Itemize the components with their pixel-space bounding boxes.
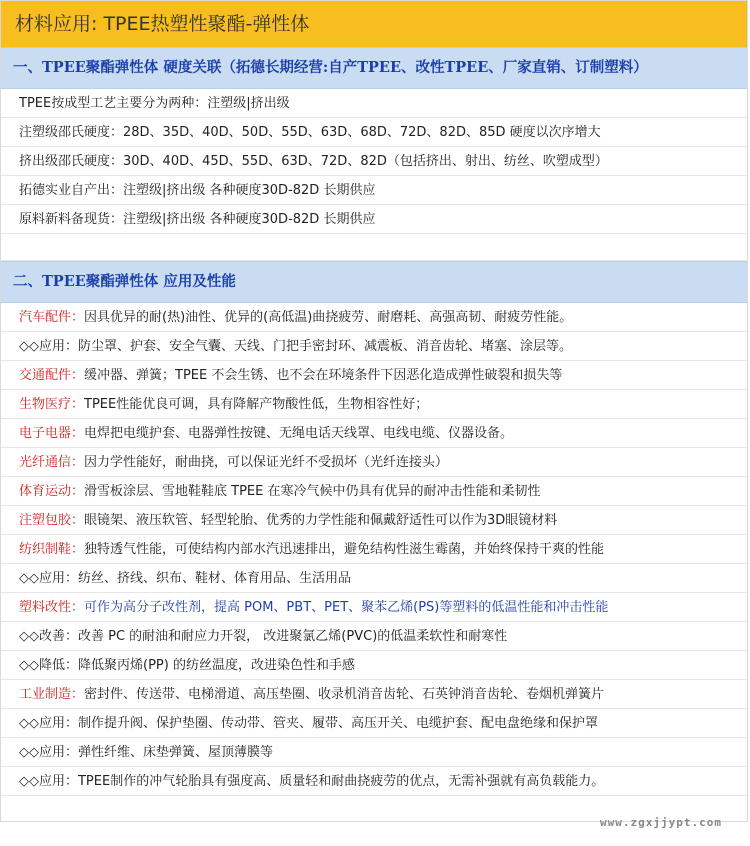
application-row [1, 622, 747, 651]
section-1-heading: 一、TPEE聚酯弹性体 硬度关联（拓德长期经营:自产TPEE、改性TPEE、厂家直销、订制塑料） [1, 47, 747, 89]
application-row [1, 332, 747, 361]
application-label: 体育运动： [19, 484, 85, 499]
section-1-rows [1, 89, 747, 234]
section-1-row: 拓德实业自产出：注塑级|挤出级 各种硬度30D-82D 长期供应 [1, 176, 747, 205]
application-label: 光纤通信： [19, 455, 85, 470]
application-row [1, 709, 747, 738]
section-1-row: 挤出级邵氏硬度：30D、40D、45D、55D、63D、72D、82D（包括挤出、射出、纺丝、吹塑成型） [1, 147, 747, 176]
application-label: 塑料改性： [19, 600, 85, 615]
page-title: 材料应用: TPEE热塑性聚酯-弹性体 [1, 1, 747, 47]
application-row [1, 535, 747, 564]
application-row [1, 448, 747, 477]
application-row [1, 477, 747, 506]
application-text: 可作为高分子改性剂，提高 POM、PBT、PET、聚苯乙烯(PS)等塑料的低温性能和冲击性能 [84, 600, 609, 615]
section-1-row: 原料新料备现货：注塑级|挤出级 各种硬度30D-82D 长期供应 [1, 205, 747, 234]
application-label: 纺织制鞋： [19, 542, 85, 557]
application-row [1, 767, 747, 796]
application-text: 缓冲器、弹簧；TPEE 不会生锈、也不会在环境条件下因恶化造成弹性破裂和损失等 [84, 368, 563, 383]
site-watermark: www.zgxjjypt.com [600, 816, 722, 829]
application-label: 电子电器： [19, 426, 85, 441]
application-text: 电焊把电缆护套、电器弹性按键、无绳电话天线罩、电线电缆、仪器设备。 [84, 426, 514, 441]
application-label: 生物医疗： [19, 397, 85, 412]
application-text: 因具优异的耐(热)油性、优异的(高低温)曲挠疲劳、耐磨耗、高强高韧、耐疲劳性能。 [84, 310, 573, 325]
section-1-row: 注塑级邵氏硬度：28D、35D、40D、50D、55D、63D、68D、72D、82D、85D 硬度以次序增大 [1, 118, 747, 147]
application-row [1, 303, 747, 332]
application-row [1, 738, 747, 767]
application-text: ◇◇应用：弹性纤维、床垫弹簧、屋顶薄膜等 [19, 745, 273, 760]
application-row [1, 390, 747, 419]
application-row [1, 506, 747, 535]
spacer [1, 234, 747, 261]
application-text: ◇◇应用：制作提升阀、保护垫圈、传动带、管夹、履带、高压开关、电缆护套、配电盘绝缘和保护罩 [19, 716, 598, 731]
application-row [1, 361, 747, 390]
application-text: ◇◇应用：纺丝、挤线、织布、鞋材、体育用品、生活用品 [19, 571, 351, 586]
application-row [1, 680, 747, 709]
application-label: 汽车配件： [19, 310, 85, 325]
section-2-heading: 二、TPEE聚酯弹性体 应用及性能 [1, 261, 747, 303]
application-text: 眼镜架、液压软管、轻型轮胎、优秀的力学性能和佩戴舒适性可以作为3D眼镜材料 [84, 513, 558, 528]
application-label: 交通配件： [19, 368, 85, 383]
application-row [1, 593, 747, 622]
application-row [1, 564, 747, 593]
application-label: 注塑包胶： [19, 513, 85, 528]
application-text: ◇◇降低：降低聚丙烯(PP) 的纺丝温度，改进染色性和手感 [19, 658, 355, 673]
application-text: TPEE性能优良可调，具有降解产物酸性低，生物相容性好； [84, 397, 429, 412]
application-label: 工业制造： [19, 687, 85, 702]
section-1-row: TPEE按成型工艺主要分为两种：注塑级|挤出级 [1, 89, 747, 118]
application-text: 滑雪板涂层、雪地鞋鞋底 TPEE 在寒冷气候中仍具有优异的耐冲击性能和柔韧性 [84, 484, 541, 499]
section-2-rows [1, 303, 747, 796]
application-text: ◇◇应用：防尘罩、护套、安全气囊、天线、门把手密封环、减震板、消音齿轮、堵塞、涂层等。 [19, 339, 572, 354]
application-text: 密封件、传送带、电梯滑道、高压垫圈、收录机消音齿轮、石英钟消音齿轮、卷烟机弹簧片 [84, 687, 605, 702]
application-text: 因力学性能好，耐曲挠，可以保证光纤不受损坏（光纤连接头） [84, 455, 449, 470]
application-row [1, 651, 747, 680]
application-text: ◇◇改善：改善 PC 的耐油和耐应力开裂， 改进聚氯乙烯(PVC)的低温柔软性和耐寒性 [19, 629, 508, 644]
application-row [1, 419, 747, 448]
application-text: ◇◇应用：TPEE制作的冲气轮胎具有强度高、质量轻和耐曲挠疲劳的优点，无需补强就有高负载能力。 [19, 774, 605, 789]
application-text: 独特透气性能，可使结构内部水汽迅速排出，避免结构性滋生霉菌，并始终保持干爽的性能 [84, 542, 605, 557]
